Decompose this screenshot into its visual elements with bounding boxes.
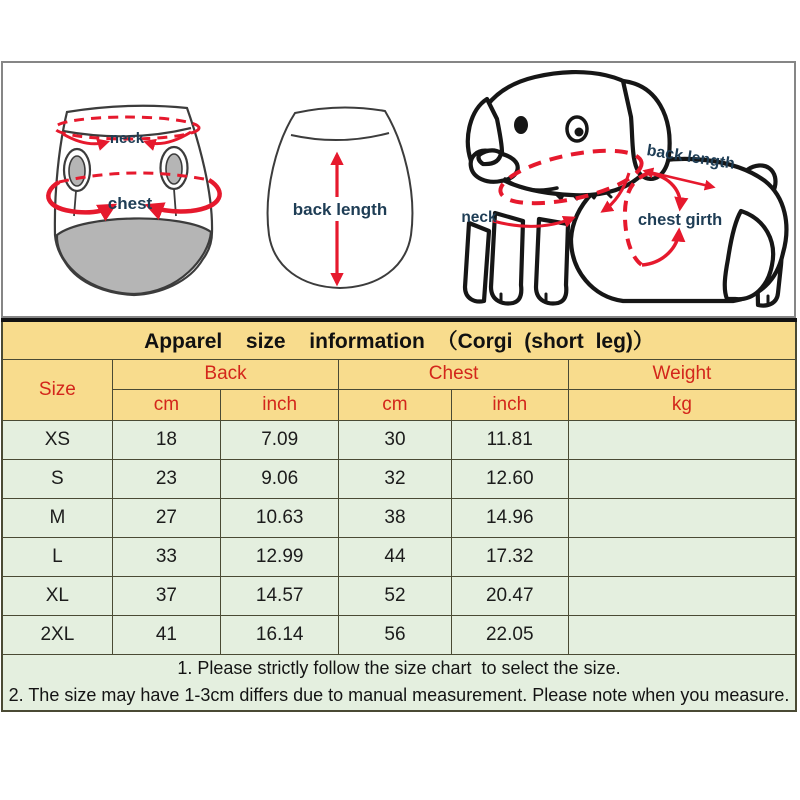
chest-girth-label: chest girth bbox=[637, 211, 723, 229]
unit-weight-kg: kg bbox=[568, 389, 796, 420]
col-header-chest: Chest bbox=[339, 359, 569, 389]
chest-inch-cell: 20.47 bbox=[451, 576, 568, 615]
chest-inch-cell: 17.32 bbox=[451, 537, 568, 576]
back-inch-cell: 14.57 bbox=[221, 576, 339, 615]
unit-back-inch: inch bbox=[221, 389, 339, 420]
notes-row bbox=[2, 654, 796, 711]
eye-left bbox=[514, 116, 528, 134]
chest-label: chest bbox=[107, 194, 153, 213]
col-header-size: Size bbox=[2, 359, 112, 420]
size-cell: L bbox=[2, 537, 112, 576]
front-leg-right bbox=[536, 219, 568, 303]
chest-inch-cell: 11.81 bbox=[451, 420, 568, 459]
table-title: Apparel size information （Corgi (short leg)） bbox=[2, 320, 796, 359]
back-length-label: back length bbox=[292, 200, 388, 219]
dog-diagram bbox=[443, 61, 795, 318]
nose bbox=[479, 150, 502, 164]
chest-cm-cell: 56 bbox=[339, 615, 451, 654]
garment-body bbox=[268, 107, 413, 288]
back-garment-outline bbox=[268, 107, 413, 288]
back-garment-diagram bbox=[251, 99, 429, 301]
weight-cell bbox=[568, 615, 796, 654]
neck-label: neck bbox=[461, 209, 497, 226]
size-table bbox=[1, 318, 797, 712]
armhole-right-inner bbox=[166, 154, 182, 184]
size-cell: XS bbox=[2, 420, 112, 459]
unit-chest-inch: inch bbox=[451, 389, 568, 420]
chest-inch-cell: 22.05 bbox=[451, 615, 568, 654]
note-1: 1. Please strictly follow the size chart to select the size. bbox=[177, 657, 621, 678]
back-cm-cell: 37 bbox=[112, 576, 220, 615]
size-cell: M bbox=[2, 498, 112, 537]
chest-cm-cell: 38 bbox=[339, 498, 451, 537]
back-inch-cell: 9.06 bbox=[221, 459, 339, 498]
table-row-s bbox=[2, 459, 796, 498]
back-cm-cell: 33 bbox=[112, 537, 220, 576]
weight-cell bbox=[568, 459, 796, 498]
back-inch-cell: 12.99 bbox=[221, 537, 339, 576]
front-leg-far bbox=[465, 223, 489, 301]
weight-cell bbox=[568, 498, 796, 537]
garment-hem bbox=[57, 218, 211, 294]
size-cell: 2XL bbox=[2, 615, 112, 654]
unit-chest-cm: cm bbox=[339, 389, 451, 420]
table-row-m bbox=[2, 498, 796, 537]
back-inch-cell: 7.09 bbox=[221, 420, 339, 459]
back-inch-cell: 16.14 bbox=[221, 615, 339, 654]
header-row bbox=[2, 359, 796, 389]
table-row-2xl bbox=[2, 615, 796, 654]
weight-cell bbox=[568, 576, 796, 615]
weight-cell bbox=[568, 537, 796, 576]
front-garment-diagram bbox=[29, 97, 241, 305]
back-cm-cell: 27 bbox=[112, 498, 220, 537]
unit-back-cm: cm bbox=[112, 389, 220, 420]
back-cm-cell: 18 bbox=[112, 420, 220, 459]
chest-cm-cell: 32 bbox=[339, 459, 451, 498]
unit-row bbox=[2, 389, 796, 420]
table-row-xs bbox=[2, 420, 796, 459]
col-header-weight: Weight bbox=[568, 359, 796, 389]
armhole-left-inner bbox=[69, 156, 85, 186]
dog-drawing bbox=[465, 72, 786, 306]
back-inch-cell: 10.63 bbox=[221, 498, 339, 537]
chest-cm-cell: 30 bbox=[339, 420, 451, 459]
back-length-label: back length bbox=[645, 142, 736, 173]
back-cm-cell: 23 bbox=[112, 459, 220, 498]
notes-cell bbox=[2, 654, 796, 711]
measurement-diagram-panel bbox=[1, 61, 796, 318]
table-row-l bbox=[2, 537, 796, 576]
weight-cell bbox=[568, 420, 796, 459]
neck-label: neck bbox=[109, 130, 145, 147]
title-row bbox=[2, 320, 796, 359]
back-cm-cell: 41 bbox=[112, 615, 220, 654]
size-cell: S bbox=[2, 459, 112, 498]
size-cell: XL bbox=[2, 576, 112, 615]
chest-inch-cell: 14.96 bbox=[451, 498, 568, 537]
chest-cm-cell: 52 bbox=[339, 576, 451, 615]
note-2: 2. The size may have 1-3cm differs due to manual measurement. Please note when you measure. bbox=[8, 685, 790, 706]
chest-cm-cell: 44 bbox=[339, 537, 451, 576]
col-header-back: Back bbox=[112, 359, 339, 389]
chest-inch-cell: 12.60 bbox=[451, 459, 568, 498]
eye-right-pupil bbox=[575, 128, 584, 137]
table-row-xl bbox=[2, 576, 796, 615]
